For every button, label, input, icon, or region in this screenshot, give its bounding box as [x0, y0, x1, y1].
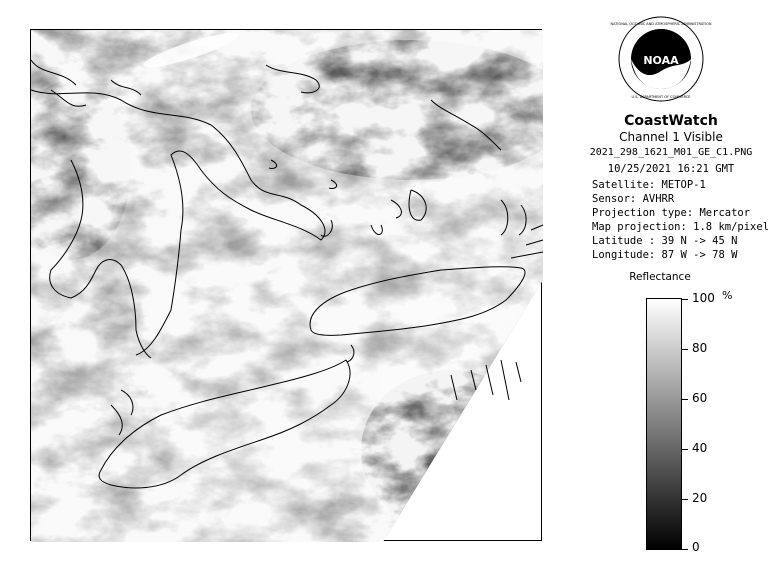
colorbar-tick	[682, 349, 688, 350]
logo-ring-bottom: U.S. DEPARTMENT OF COMMERCE	[631, 95, 691, 99]
metadata-longitude	[592, 249, 782, 261]
metadata-satellite	[592, 179, 782, 191]
metadata-label: Projection type:	[592, 207, 694, 219]
map-svg	[31, 30, 543, 542]
channel-subtitle: Channel 1 Visible	[619, 130, 723, 144]
metadata-value: 1.8 km/pixel	[693, 221, 770, 233]
metadata-label: Sensor:	[592, 193, 637, 205]
satellite-map	[30, 29, 542, 541]
metadata-value: 39 N -> 45 N	[661, 235, 738, 247]
imagery	[11, 27, 571, 542]
metadata-projection-type	[592, 207, 782, 219]
colorbar-tick	[682, 399, 688, 400]
colorbar-tick-label: 40	[692, 441, 708, 455]
colorbar-unit: %	[722, 289, 733, 302]
colorbar-tick	[682, 499, 688, 500]
colorbar-tick-label: 60	[692, 391, 708, 405]
acquisition-datetime: 10/25/2021 16:21 GMT	[607, 163, 735, 175]
logo-text: NOAA	[643, 54, 679, 67]
metadata-label: Longitude:	[592, 249, 656, 261]
product-title: CoastWatch	[624, 113, 718, 129]
metadata-sensor	[592, 193, 782, 205]
colorbar-tick	[682, 449, 688, 450]
colorbar-title: Reflectance	[629, 271, 691, 283]
reflectance-colorbar	[646, 298, 682, 550]
colorbar-tick	[682, 299, 688, 300]
metadata-map-projection	[592, 221, 782, 233]
metadata-value: AVHRR	[642, 193, 675, 205]
noaa-logo-icon	[610, 15, 712, 103]
colorbar-tick-label: 80	[692, 341, 708, 355]
metadata-value: METOP-1	[661, 179, 706, 191]
metadata-value: Mercator	[699, 207, 751, 219]
colorbar-tick	[682, 549, 688, 550]
colorbar-tick-label: 100	[692, 291, 715, 305]
image-filename: 2021_298_1621_M01_GE_C1.PNG	[589, 147, 753, 158]
logo-ring-top: NATIONAL OCEANIC AND ATMOSPHERIC ADMINISTRATION	[610, 22, 712, 26]
metadata-label: Latitude :	[592, 235, 656, 247]
metadata-value: 87 W -> 78 W	[661, 249, 738, 261]
colorbar-tick-label: 0	[692, 540, 700, 554]
metadata-label: Map projection:	[592, 221, 687, 233]
metadata-latitude	[592, 235, 782, 247]
metadata-label: Satellite:	[592, 179, 656, 191]
colorbar-tick-label: 20	[692, 491, 708, 505]
